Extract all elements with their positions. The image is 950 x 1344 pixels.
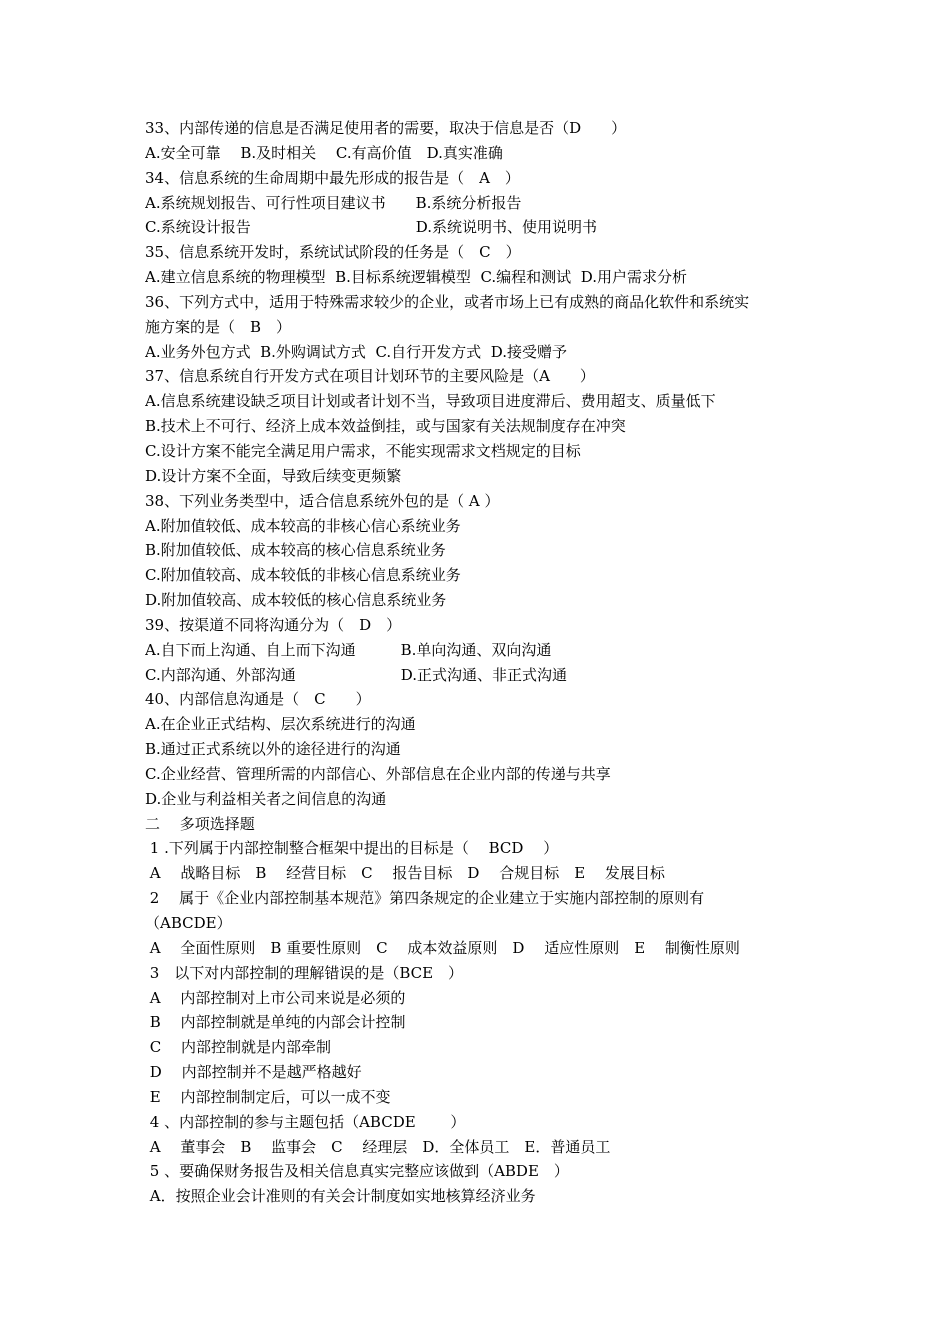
question-37-option-a: A.信息系统建设缺乏项目计划或者计划不当，导致项目进度滞后、费用超支、质量低下 — [145, 392, 716, 411]
mc-question-3: 3 以下对内部控制的理解错误的是（BCE ） — [145, 963, 464, 982]
question-38-option-a: A.附加值较低、成本较高的非核心信心系统业务 — [145, 516, 461, 535]
question-40-option-c: C.企业经营、管理所需的内部信心、外部信息在企业内部的传递与共享 — [145, 764, 611, 783]
question-37-option-c: C.设计方案不能完全满足用户需求，不能实现需求文档规定的目标 — [145, 441, 581, 460]
document-body — [145, 116, 815, 1209]
question-38-option-b: B.附加值较低、成本较高的核心信息系统业务 — [145, 541, 446, 560]
question-34-options-ab: A.系统规划报告、可行性项目建议书 B.系统分析报告 — [145, 193, 522, 212]
question-34: 34、信息系统的生命周期中最先形成的报告是（ A ） — [145, 168, 520, 187]
question-35: 35、信息系统开发时，系统试试阶段的任务是（ C ） — [145, 243, 521, 262]
mc-question-2-answer: （ABCDE） — [145, 914, 232, 932]
mc-question-4-options: A 董事会 B 监事会 C 经理层 D．全体员工 E．普通员工 — [145, 1137, 611, 1156]
mc-question-3-option-a: A 内部控制对上市公司来说是必须的 — [145, 988, 406, 1007]
question-35-options: A.建立信息系统的物理模型 B.目标系统逻辑模型 C.编程和测试 D.用户需求分析 — [145, 268, 687, 287]
mc-question-5: 5 、要确保财务报告及相关信息真实完整应该做到（ABDE ） — [145, 1162, 569, 1181]
question-33-options: A.安全可靠 B.及时相关 C.有高价值 D.真实准确 — [145, 143, 503, 162]
question-37-option-b: B.技术上不可行、经济上成本效益倒挂，或与国家有关法规制度存在冲突 — [145, 417, 626, 436]
mc-question-5-option-a: A．按照企业会计准则的有关会计制度如实地核算经济业务 — [145, 1187, 536, 1206]
question-40-option-a: A.在企业正式结构、层次系统进行的沟通 — [145, 715, 416, 734]
mc-question-1-options: A 战略目标 B 经营目标 C 报告目标 D 合规目标 E 发展目标 — [145, 864, 665, 883]
question-34-options-cd: C.系统设计报告 D.系统说明书、使用说明书 — [145, 218, 597, 237]
question-38: 38、下列业务类型中，适合信息系统外包的是（ A ） — [145, 491, 500, 510]
section-heading-multiple-choice: 二 多项选择题 — [145, 814, 255, 833]
question-36-continued: 施方案的是（ B ） — [145, 317, 292, 336]
question-37-option-d: D.设计方案不全面，导致后续变更频繁 — [145, 466, 402, 485]
question-36: 36、下列方式中，适用于特殊需求较少的企业，或者市场上已有成熟的商品化软件和系统实 — [145, 292, 750, 311]
question-40-option-b: B.通过正式系统以外的途径进行的沟通 — [145, 740, 401, 759]
question-40: 40、内部信息沟通是（ C ） — [145, 690, 371, 709]
mc-question-3-option-b: B 内部控制就是单纯的内部会计控制 — [145, 1013, 406, 1032]
question-40-option-d: D.企业与利益相关者之间信息的沟通 — [145, 789, 387, 808]
mc-question-1: 1 .下列属于内部控制整合框架中提出的目标是（ BCD ） — [145, 839, 559, 858]
question-38-option-d: D.附加值较高、成本较低的核心信息系统业务 — [145, 591, 447, 610]
question-39: 39、按渠道不同将沟通分为（ D ） — [145, 615, 402, 634]
question-38-option-c: C.附加值较高、成本较低的非核心信息系统业务 — [145, 566, 461, 585]
question-37: 37、信息系统自行开发方式在项目计划环节的主要风险是（A ） — [145, 367, 595, 386]
mc-question-2: 2 属于《企业内部控制基本规范》第四条规定的企业建立于实施内部控制的原则有 — [145, 889, 705, 908]
question-39-options-cd: C.内部沟通、外部沟通 D.正式沟通、非正式沟通 — [145, 665, 567, 684]
question-39-options-ab: A.自下而上沟通、自上而下沟通 B.单向沟通、双向沟通 — [145, 640, 552, 659]
question-33: 33、内部传递的信息是否满足使用者的需要，取决于信息是否（D ） — [145, 119, 627, 137]
question-36-options: A.业务外包方式 B.外购调试方式 C.自行开发方式 D.接受赠予 — [145, 342, 567, 361]
mc-question-3-option-c: C 内部控制就是内部牵制 — [145, 1038, 332, 1057]
mc-question-3-option-d: D 内部控制并不是越严格越好 — [145, 1063, 362, 1082]
mc-question-3-option-e: E 内部控制制定后，可以一成不变 — [145, 1087, 391, 1106]
mc-question-2-options: A 全面性原则 B 重要性原则 C 成本效益原则 D 适应性原则 E 制衡性原则 — [145, 938, 740, 957]
mc-question-4: 4 、内部控制的参与主题包括（ABCDE ） — [145, 1112, 466, 1131]
